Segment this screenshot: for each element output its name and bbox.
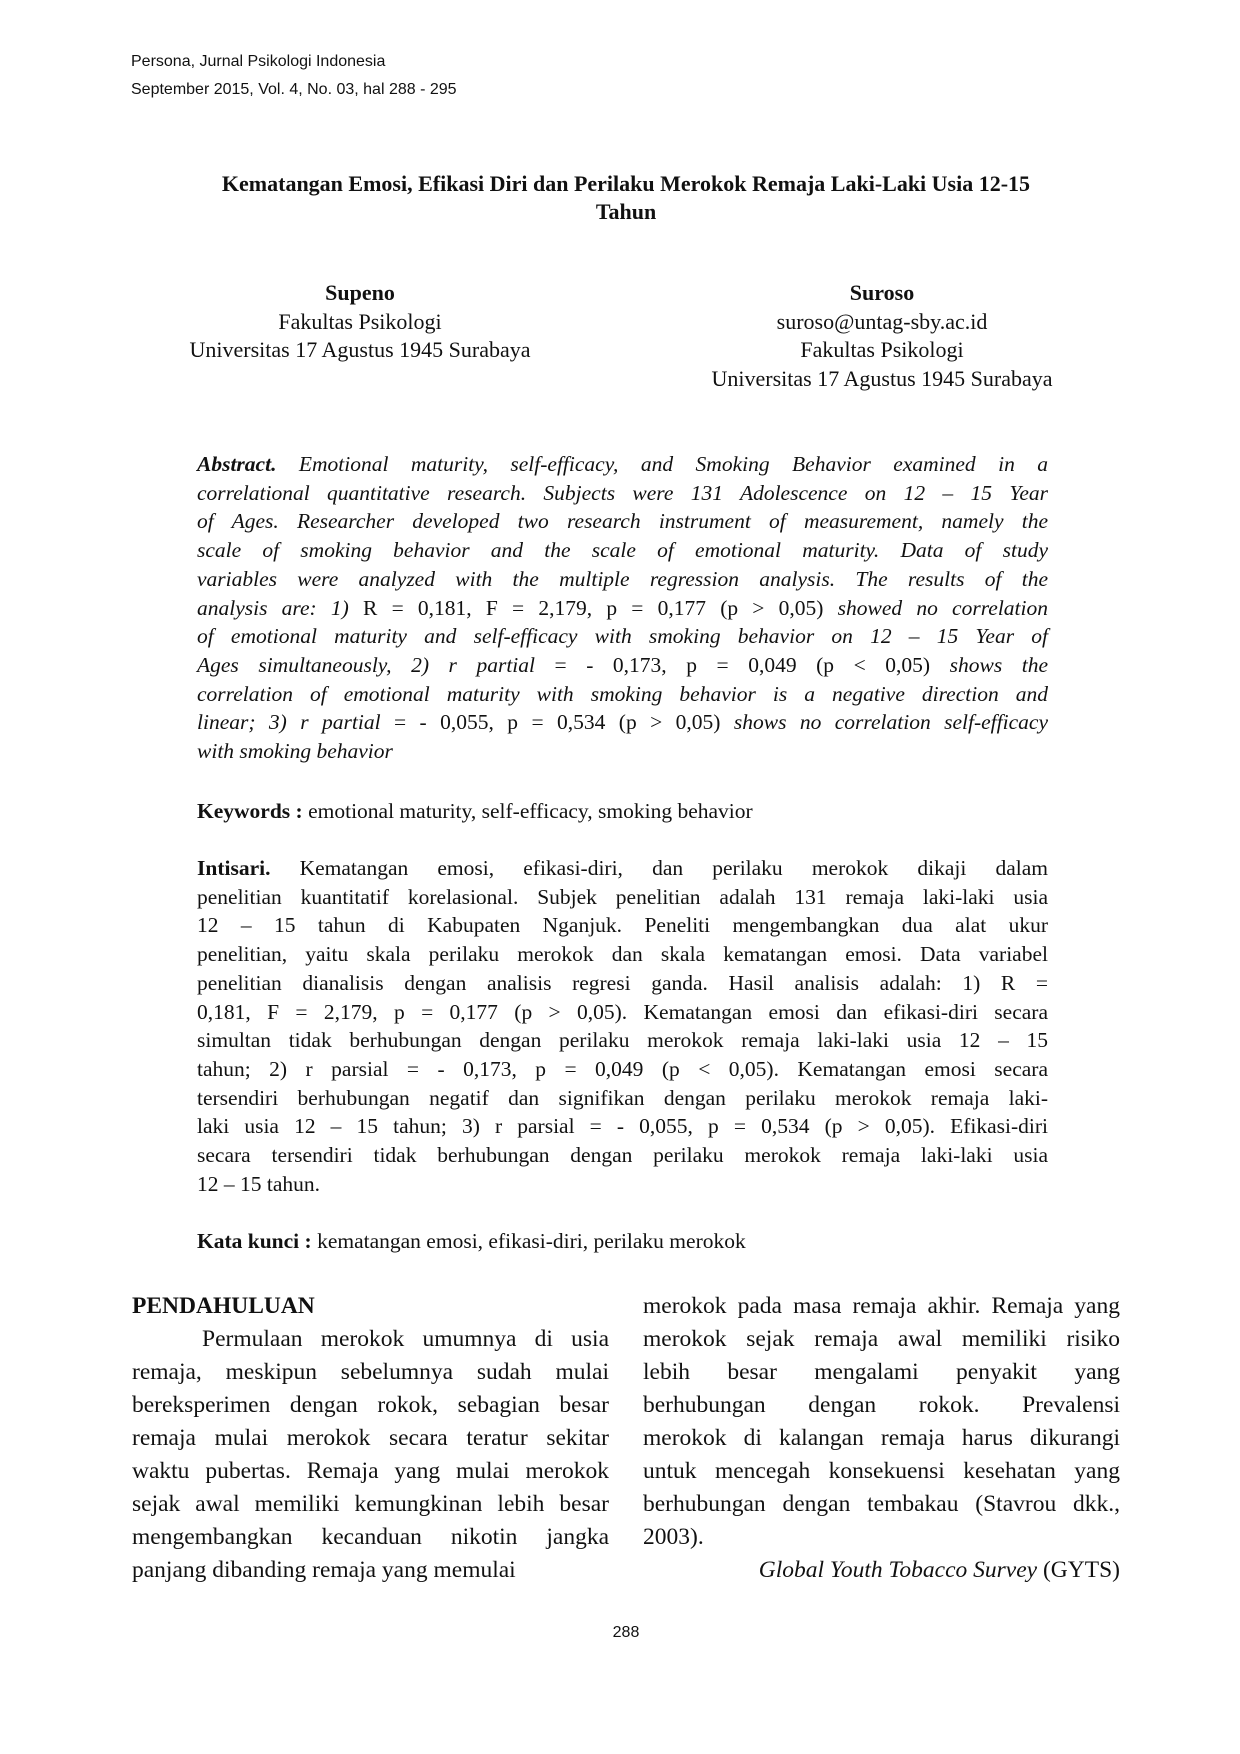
- text-line: [643, 1554, 1120, 1587]
- text-line: [197, 1141, 1048, 1170]
- text-segment: merokok pada masa remaja akhir. Remaja yang: [643, 1293, 1120, 1319]
- text-segment: berhubungan dengan tembakau (Stavrou dkk.,: [643, 1491, 1120, 1517]
- text-line: [197, 680, 1048, 709]
- text-line: [197, 969, 1048, 998]
- text-segment: waktu pubertas. Remaja yang mulai merokok: [132, 1458, 609, 1484]
- kata-kunci-text: kematangan emosi, efikasi-diri, perilaku merokok: [311, 1229, 746, 1253]
- text-segment: secara tersendiri tidak berhubungan dengan perilaku merokok remaja laki-laki usia: [197, 1143, 1048, 1168]
- author-block-2: [642, 279, 1122, 393]
- author-affiliation: Universitas 17 Agustus 1945 Surabaya: [711, 365, 1053, 391]
- text-line: [132, 1455, 609, 1488]
- text-segment: remaja, meskipun sebelumnya sudah mulai: [132, 1359, 609, 1385]
- text-segment: Global Youth Tobacco Survey: [758, 1557, 1038, 1583]
- text-segment: of emotional maturity and self-efficacy with smoking behavior on 12 – 15 Year of: [197, 624, 1048, 649]
- text-segment: = - 0,173, p = 0,049 (p < 0,05): [554, 652, 950, 677]
- title-line: Tahun: [595, 199, 657, 224]
- keywords-text: emotional maturity, self-efficacy, smoking behavior: [302, 799, 753, 823]
- abstract: [197, 450, 1048, 766]
- text-line: [197, 1170, 1048, 1199]
- text-segment: Ages simultaneously, 2) r partial: [197, 652, 555, 677]
- text-segment: 2003).: [643, 1524, 704, 1550]
- text-line: [197, 1026, 1048, 1055]
- text-segment: penelitian kuantitatif korelasional. Subjek penelitian adalah 131 remaja laki-laki usia: [197, 884, 1048, 909]
- text-segment: shows no correlation self-efficacy: [733, 710, 1048, 735]
- text-segment: 12 – 15 tahun.: [197, 1171, 321, 1196]
- title-line: Kematangan Emosi, Efikasi Diri dan Perilaku Merokok Remaja Laki-Laki Usia 12-15: [221, 171, 1031, 196]
- page-number: 288: [612, 1624, 640, 1641]
- text-line: [132, 1356, 609, 1389]
- text-segment: Abstract.: [197, 452, 277, 476]
- text-segment: Intisari.: [197, 856, 271, 880]
- text-line: [643, 1389, 1120, 1422]
- text-line: [197, 883, 1048, 912]
- text-segment: Permulaan merokok umumnya di usia: [202, 1326, 609, 1352]
- author-affiliation: Fakultas Psikologi: [278, 308, 442, 334]
- text-line: [197, 854, 1048, 883]
- text-segment: bereksperimen dengan rokok, sebagian besar: [132, 1392, 609, 1418]
- text-segment: R = 0,181, F = 2,179, p = 0,177 (p > 0,05): [363, 595, 838, 620]
- text-line: [197, 507, 1048, 536]
- author-name: Suroso: [849, 280, 915, 305]
- text-line: [197, 450, 1048, 479]
- text-segment: 0,181, F = 2,179, p = 0,177 (p > 0,05). Kematangan emosi dan efikasi-diri secara: [197, 999, 1048, 1024]
- author-block-1: [120, 279, 600, 365]
- text-segment: Kematangan emosi, efikasi-diri, dan perilaku merokok dikaji dalam: [270, 856, 1048, 880]
- text-segment: lebih besar mengalami penyakit yang: [643, 1359, 1120, 1385]
- running-header: [131, 48, 457, 104]
- text-segment: sejak awal memiliki kemungkinan lebih besar: [132, 1491, 609, 1517]
- paper-title: [140, 170, 1112, 226]
- text-line: [197, 479, 1048, 508]
- text-line: [132, 1488, 609, 1521]
- text-line: [132, 1422, 609, 1455]
- text-line: [197, 911, 1048, 940]
- text-line: [643, 1521, 1120, 1554]
- text-segment: remaja mulai merokok secara teratur sekitar: [132, 1425, 609, 1451]
- text-segment: (GYTS): [1037, 1557, 1120, 1583]
- text-segment: simultan tidak berhubungan dengan perilaku merokok remaja laki-laki usia 12 – 15: [197, 1028, 1048, 1053]
- text-line: [197, 708, 1048, 737]
- text-line: [132, 1389, 609, 1422]
- text-segment: correlational quantitative research. Subjects were 131 Adolescence on 12 – 15 Year: [197, 480, 1048, 505]
- text-segment: variables were analyzed with the multiple regression analysis. The results of the: [197, 566, 1048, 591]
- right-column: [643, 1290, 1120, 1587]
- text-segment: PENDAHULUAN: [132, 1293, 315, 1319]
- text-line: [197, 594, 1048, 623]
- journal-issue: September 2015, Vol. 4, No. 03, hal 288 - 295: [131, 81, 457, 98]
- text-line: [197, 651, 1048, 680]
- author-email[interactable]: suroso@untag-sby.ac.id: [776, 308, 988, 334]
- text-segment: of Ages. Researcher developed two research instrument of measurement, namely the: [197, 509, 1048, 534]
- text-segment: 12 – 15 tahun di Kabupaten Nganjuk. Peneliti mengembangkan dua alat ukur: [197, 913, 1048, 938]
- text-line: [643, 1356, 1120, 1389]
- text-segment: penelitian dianalisis dengan analisis regresi ganda. Hasil analisis adalah: 1) R =: [197, 970, 1048, 995]
- text-segment: correlation of emotional maturity with smoking behavior is a negative direction and: [197, 681, 1048, 706]
- text-segment: = - 0,055, p = 0,534 (p > 0,05): [394, 710, 734, 735]
- text-line: [643, 1488, 1120, 1521]
- text-segment: showed no correlation: [837, 595, 1048, 620]
- text-line: [197, 940, 1048, 969]
- text-segment: scale of smoking behavior and the scale of emotional maturity. Data of study: [197, 538, 1048, 563]
- text-segment: untuk mencegah konsekuensi kesehatan yang: [643, 1458, 1120, 1484]
- text-segment: shows the: [949, 652, 1048, 677]
- journal-name: Persona, Jurnal Psikologi Indonesia: [131, 53, 386, 70]
- text-segment: panjang dibanding remaja yang memulai: [132, 1557, 516, 1583]
- text-segment: Emotional maturity, self-efficacy, and Smoking Behavior examined in a: [276, 452, 1048, 476]
- keywords-label: Keywords :: [197, 799, 303, 823]
- text-line: [197, 536, 1048, 565]
- text-segment: laki usia 12 – 15 tahun; 3) r parsial = - 0,055, p = 0,534 (p > 0,05). Efikasi-diri: [197, 1114, 1048, 1139]
- text-line: [643, 1422, 1120, 1455]
- text-segment: analysis are: 1): [197, 595, 364, 620]
- text-line: [643, 1290, 1120, 1323]
- text-segment: merokok di kalangan remaja harus dikurangi: [643, 1425, 1120, 1451]
- text-segment: berhubungan dengan rokok. Prevalensi: [643, 1392, 1120, 1418]
- text-segment: penelitian, yaitu skala perilaku merokok dan skala kematangan emosi. Data variabel: [197, 942, 1048, 967]
- kata-kunci-label: Kata kunci :: [197, 1229, 312, 1253]
- text-segment: tahun; 2) r parsial = - 0,173, p = 0,049 (p < 0,05). Kematangan emosi secara: [197, 1056, 1048, 1081]
- author-affiliation: Fakultas Psikologi: [800, 337, 964, 362]
- text-segment: with smoking behavior: [197, 739, 393, 764]
- text-line: [643, 1455, 1120, 1488]
- text-line: [197, 622, 1048, 651]
- text-line: [132, 1323, 609, 1356]
- text-segment: linear; 3) r partial: [197, 710, 394, 735]
- text-line: [197, 1084, 1048, 1113]
- text-line: [197, 1055, 1048, 1084]
- text-line: [197, 1112, 1048, 1141]
- text-line: [197, 998, 1048, 1027]
- text-line: [197, 565, 1048, 594]
- keywords: [197, 797, 1048, 826]
- author-affiliation: Universitas 17 Agustus 1945 Surabaya: [189, 337, 531, 362]
- left-column: [132, 1290, 609, 1587]
- intisari: [197, 854, 1048, 1198]
- text-segment: mengembangkan kecanduan nikotin jangka: [132, 1524, 609, 1550]
- kata-kunci: [197, 1227, 1048, 1256]
- text-segment: tersendiri berhubungan negatif dan signifikan dengan perilaku merokok remaja laki-: [197, 1085, 1048, 1110]
- text-segment: merokok sejak remaja awal memiliki risiko: [643, 1326, 1120, 1352]
- text-line: [132, 1554, 609, 1587]
- text-line: [132, 1290, 609, 1323]
- text-line: [132, 1521, 609, 1554]
- author-name: Supeno: [325, 280, 395, 305]
- text-line: [197, 737, 1048, 766]
- text-line: [643, 1323, 1120, 1356]
